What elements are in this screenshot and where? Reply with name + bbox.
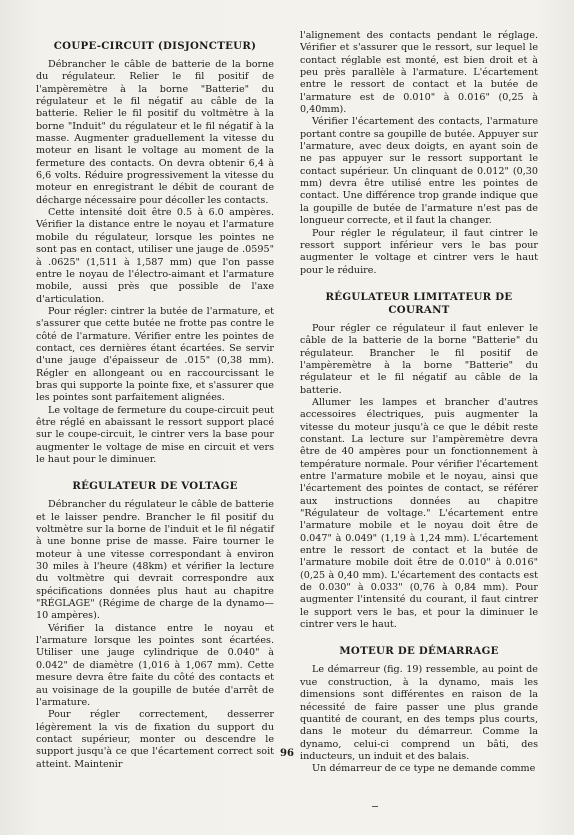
heading-moteur-demarrage: MOTEUR DE DÉMARRAGE: [339, 645, 499, 658]
paragraph: Cette intensité doit être 0.5 à 6.0 ampères. Vérifier la distance entre le noyau et l'armature mobile du régulateur, lorsque les pointes ne sont pas en contact, utiliser une jauge de .0595" à .0625" (1,511 à 1,587 mm) que l'on passe entre le noyau de l'électro-aimant et l'armature mobile, aussi près que possible de l'axe d'articulation.: [36, 207, 274, 305]
paragraph: l'alignement des contacts pendant le réglage. Vérifier et s'assurer que le ressort, sur lequel le contact réglable est monté, est bien droit et à peu près parallèle à l'armature. L'écartement entre le ressort de contact et la butée de l'armature est de 0.010" à 0.016" (0,25 à 0,40mm).: [300, 30, 538, 116]
paragraph: Débrancher du régulateur le câble de batterie et le laisser pendre. Brancher le fil positif du voltmètre sur la borne de l'induit et le fil négatif à une bonne prise de masse. Faire tourner le moteur à une vitesse correspondant à environ 30 miles à l'heure (48km) et vérifier la lecture du voltmètre qui devrait correspondre aux spécifications données plus haut au chapitre "RÉGLAGE" (Régime de charge de la dynamo—10 ampères).: [36, 499, 274, 622]
heading-coupe-circuit: COUPE-CIRCUIT (DISJONCTEUR): [53, 40, 257, 52]
page-number: 96: [280, 748, 294, 759]
paragraph: Pour régler correctement, desserrer légèrement la vis de fixation du support du contact supérieur, monter ou descendre le support jusqu'à ce que l'écartement correct soit atteint. Maintenir: [36, 709, 274, 770]
paragraph: Vérifier l'écartement des contacts, l'armature portant contre sa goupille de butée. Appuyer sur l'armature, avec deux doigts, en ayant soin de ne pas appuyer sur le ressort supportant le contact supérieur. Un clinquant de 0.012" (0,30 mm) devra être utilisé entre les pointes de contact. Une différence trop grande indique que la goupille de butée de l'armature n'est pas de longueur correcte, et il faut la changer.: [300, 116, 538, 227]
paragraph: Pour régler: cintrer la butée de l'armature, et s'assurer que cette butée ne frotte pas contre le côté de l'armature. Vérifier entre les pointes de contact, ces dernières étant écartées. Se servir d'une jauge d'épaisseur de .015" (0,38 mm). Régler en allongeant ou en raccourcissant le bras qui supporte la pointe fixe, et s'assurer que les pointes sont parfaitement alignées.: [36, 305, 274, 404]
paragraph: Le voltage de fermeture du coupe-circuit peut être réglé en abaissant le ressort support placé sur le coupe-circuit, le cintrer vers la base pour augmenter le voltage de mise en circuit et vers le haut pour le diminuer.: [36, 404, 274, 465]
paragraph: Débrancher le câble de batterie de la borne du régulateur. Relier le fil positif de l'ampèremètre à la borne "Batterie" du régulateur et le fil négatif au câble de la batterie. Relier le fil positif du voltmètre à la borne "Induit" du régulateur et le fil négatif à la masse. Augmenter graduellement la vitesse du moteur en lisant le voltage au moment de la fermeture des contacts. On devra obtenir 6,4 à 6,6 volts. Réduire progressivement la vitesse du moteur en enregistrant le débit de courant de décharge nécessaire pour décoller les contacts.: [36, 59, 274, 206]
paragraph: Vérifier la distance entre le noyau et l'armature lorsque les pointes sont écartées. Utiliser une jauge cylindrique de 0.040" à 0.042" de diamètre (1,016 à 1,067 mm). Cette mesure devra être faite du côté des contacts et au voisinage de la goupille de butée d'arrêt de l'armature.: [36, 622, 274, 708]
paragraph: Un démarreur de ce type ne demande comme: [312, 763, 536, 775]
right-column: [300, 30, 538, 776]
scan-mark: [372, 806, 378, 807]
paragraph: Pour régler le régulateur, il faut cintrer le ressort support inférieur vers le bas pour augmenter le voltage et cintrer vers le haut pour le réduire.: [300, 227, 538, 276]
heading-regulateur-voltage: RÉGULATEUR DE VOLTAGE: [72, 480, 238, 493]
paragraph: Pour régler ce régulateur il faut enlever le câble de la batterie de la borne "Batterie" du régulateur. Brancher le fil positif de l'ampèremètre à la borne "Batterie" du régulateur et le fil négatif au câble de la batterie.: [300, 322, 538, 396]
left-column: [36, 40, 274, 771]
paragraph: Allumer les lampes et brancher d'autres accessoires électriques, puis augmenter la vitesse du moteur jusqu'à ce que le débit reste constant. La lecture sur l'ampèremètre devra être de 40 ampères pour un fonctionnement à température normale. Pour vérifier l'écartement entre l'armature mobile et le noyau, ainsi que l'écartement des pointes de contact, se référer aux instructions données au chapitre "Régulateur de voltage." L'écartement entre l'armature mobile et le noyau doit être de 0.047" à 0.049" (1,19 à 1,24 mm). L'écartement entre le ressort de contact et la butée de l'armature mobile doit être de 0.010" à 0.016" (0,25 à 0,40 mm). L'écartement des contacts est de 0.030" à 0.033" (0,76 à 0,84 mm). Pour augmenter l'intensité du courant, il faut cintrer le support vers le bas, et pour la diminuer le cintrer vers le haut.: [300, 396, 538, 631]
heading-regulateur-limitateur: RÉGULATEUR LIMITATEUR DE COURANT: [325, 290, 513, 316]
paragraph: Le démarreur (fig. 19) ressemble, au point de vue construction, à la dynamo, mais les dimensions sont différentes en raison de la nécessité de faire passer une plus grande quantité de courant, en des temps plus courts, dans le moteur du démarreur. Comme la dynamo, celui-ci comprend un bâti, des inducteurs, un induit et des balais.: [300, 664, 538, 762]
